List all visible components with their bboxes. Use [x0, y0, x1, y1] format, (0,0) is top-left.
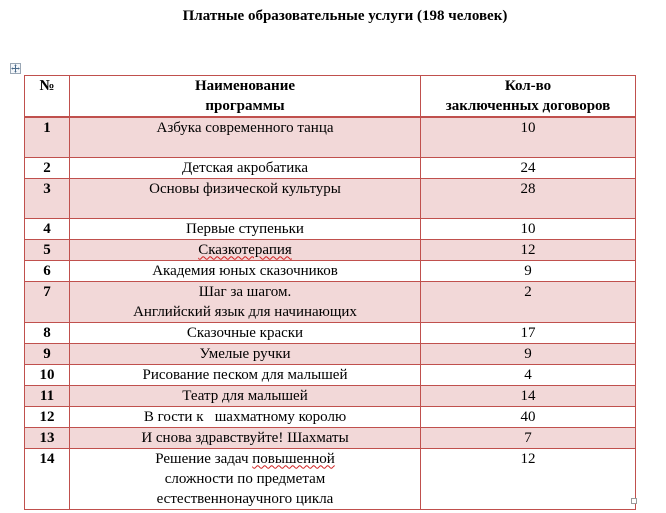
page-title: Платные образовательные услуги (198 человек) — [182, 8, 508, 24]
row-number: 11 — [25, 385, 70, 406]
row-name-line: Азбука современного танца — [156, 120, 334, 136]
row-name — [70, 364, 421, 385]
row-number: 5 — [25, 239, 70, 260]
row-name-line: естественнонаучного цикла — [156, 490, 334, 507]
table-row — [25, 117, 636, 157]
row-count: 2 — [421, 281, 636, 322]
header-number: № — [25, 76, 70, 118]
row-count: 12 — [421, 239, 636, 260]
table-row — [25, 239, 636, 260]
table-row — [25, 218, 636, 239]
row-name-line: Рисование песком для малышей — [142, 366, 348, 383]
row-name-line: Детская акробатика — [182, 159, 308, 176]
row-name — [70, 260, 421, 281]
table-row — [25, 260, 636, 281]
header-name-line: программы — [205, 98, 285, 114]
row-count: 7 — [421, 427, 636, 448]
table-row — [25, 343, 636, 364]
table-header-row — [25, 76, 636, 118]
row-name-line: Английский язык для начинающих — [133, 303, 357, 320]
row-number: 14 — [25, 448, 70, 509]
table-row — [25, 364, 636, 385]
row-number: 6 — [25, 260, 70, 281]
row-name-line: В гости к шахматному королю — [143, 408, 347, 425]
row-count: 14 — [421, 385, 636, 406]
row-number: 10 — [25, 364, 70, 385]
spellcheck-word: Сказкотерапия — [198, 241, 292, 258]
row-number: 7 — [25, 281, 70, 322]
contracts-table — [24, 75, 636, 510]
row-name — [70, 117, 421, 157]
row-name-line — [72, 240, 418, 260]
row-count: 40 — [421, 406, 636, 427]
table-row — [25, 448, 636, 509]
row-name-line: Театр для малышей — [182, 387, 308, 404]
row-count: 17 — [421, 322, 636, 343]
resize-corner-icon[interactable] — [631, 498, 637, 504]
row-name-line: Первые ступеньки — [186, 220, 304, 237]
header-count-line: заключенных договоров — [445, 98, 611, 114]
row-name — [70, 178, 421, 218]
row-count: 12 — [421, 448, 636, 509]
row-name — [70, 427, 421, 448]
row-name — [70, 448, 421, 509]
row-count: 10 — [421, 117, 636, 157]
row-name — [70, 343, 421, 364]
row-count: 24 — [421, 157, 636, 178]
table-row — [25, 178, 636, 218]
row-number: 13 — [25, 427, 70, 448]
table-row — [25, 281, 636, 322]
header-count — [421, 76, 636, 118]
row-number: 12 — [25, 406, 70, 427]
row-number: 4 — [25, 218, 70, 239]
row-number: 9 — [25, 343, 70, 364]
row-number: 8 — [25, 322, 70, 343]
row-name — [70, 239, 421, 260]
row-name-line: Академия юных сказочников — [152, 262, 338, 279]
row-number: 2 — [25, 157, 70, 178]
row-name — [70, 385, 421, 406]
table-row — [25, 385, 636, 406]
table-row — [25, 157, 636, 178]
header-name-line: Наименование — [195, 78, 295, 94]
row-count: 4 — [421, 364, 636, 385]
row-name-line: Сказочные краски — [186, 324, 304, 341]
row-number: 3 — [25, 178, 70, 218]
row-name — [70, 406, 421, 427]
table-row — [25, 406, 636, 427]
row-name-line: Умелые ручки — [199, 345, 291, 362]
table-row — [25, 427, 636, 448]
row-name-line: Решение задач повышенной — [155, 450, 335, 467]
header-count-line: Кол-во — [504, 78, 552, 94]
row-number: 1 — [25, 117, 70, 157]
spellcheck-word: повышенной — [252, 450, 335, 467]
row-name-line: Основы физической культуры — [149, 180, 341, 197]
header-name — [70, 76, 421, 118]
row-count: 28 — [421, 178, 636, 218]
row-count: 9 — [421, 260, 636, 281]
table-row — [25, 322, 636, 343]
row-name — [70, 157, 421, 178]
row-name — [70, 281, 421, 322]
row-name — [70, 322, 421, 343]
row-count: 10 — [421, 218, 636, 239]
row-name-line: сложности по предметам — [164, 470, 326, 487]
move-arrows-icon[interactable] — [10, 63, 21, 74]
row-name-line: И снова здравствуйте! Шахматы — [141, 429, 349, 446]
row-count: 9 — [421, 343, 636, 364]
row-name-line: Шаг за шагом. — [198, 283, 292, 300]
row-name — [70, 218, 421, 239]
